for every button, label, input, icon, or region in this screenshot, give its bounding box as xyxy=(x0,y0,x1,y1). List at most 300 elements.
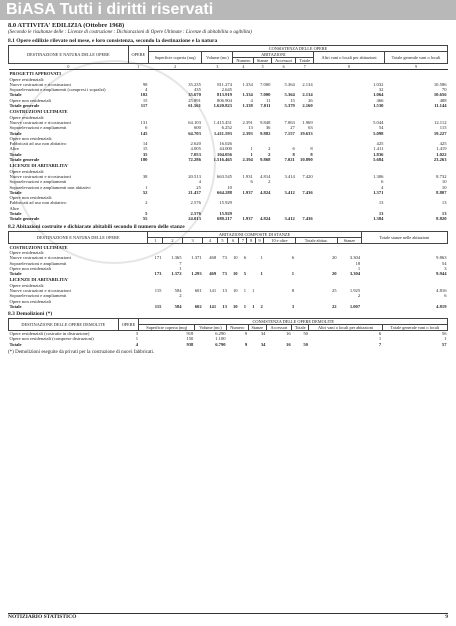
header-cell: 1 xyxy=(148,237,162,243)
cell xyxy=(254,70,272,77)
row-label: Opere non residenziali xyxy=(9,97,52,103)
column-number: 3 xyxy=(202,64,233,70)
cell: 4.005 xyxy=(190,146,201,152)
cell: 10 xyxy=(233,271,238,277)
cell: 24.013 xyxy=(188,216,201,222)
section-2-title: 8.2 Abitazioni costruite e dichiarate abitabili secondo il numero delle stanze xyxy=(8,223,185,230)
cell: 10 xyxy=(233,287,238,293)
cell: 13 xyxy=(378,200,384,206)
cell: 16 xyxy=(286,341,291,347)
cell: 1.620.823 xyxy=(213,103,232,109)
cell: 1 xyxy=(260,271,263,277)
cell: 36 xyxy=(265,125,271,131)
cell: 1.007 xyxy=(349,303,361,309)
header-cell: Totale xyxy=(292,325,309,331)
cell: 602 xyxy=(194,303,202,309)
cell: 104.056 xyxy=(217,151,232,157)
cell: 5.364 xyxy=(284,92,295,98)
cell: 13 xyxy=(248,125,253,131)
cell: 8.807 xyxy=(436,189,447,195)
cell: 2 xyxy=(268,151,271,157)
cell: 435 xyxy=(193,87,201,93)
row-label: PROGETTI APPROVATI xyxy=(9,71,62,77)
header-cell: DESTINAZIONE DELLE OPERE DEMOLITE xyxy=(9,319,119,331)
cell: 11.144 xyxy=(434,103,447,109)
cell: 1.411 xyxy=(373,146,384,152)
row-label: Opere non residenziali xyxy=(9,298,52,304)
cell: 11 xyxy=(266,97,271,103)
cell: 7.063 xyxy=(284,119,295,125)
group-header: ABITAZIONI COMPOSTE DI STANZE xyxy=(148,231,361,237)
row-label: Altre xyxy=(9,146,19,152)
row-label: Totale xyxy=(9,271,22,277)
cell: 8.820 xyxy=(436,216,447,222)
cell: 6 xyxy=(291,255,295,261)
row-label: Sopraelevazioni e ampliamenti xyxy=(9,293,67,299)
cell: 3.414 xyxy=(284,173,295,179)
cell: 50 xyxy=(303,341,308,347)
cell: 488 xyxy=(439,97,447,103)
cell: 9.863 xyxy=(436,255,447,261)
cell: 15.929 xyxy=(219,200,232,206)
cell: 1.415.451 xyxy=(213,119,232,125)
row-label: Altre xyxy=(9,205,19,211)
cell: 2.393 xyxy=(242,130,253,136)
cell: 1 xyxy=(250,146,253,152)
cell: 3.304 xyxy=(349,271,361,277)
cell: 1.371 xyxy=(191,255,202,261)
cell: 12.112 xyxy=(434,119,447,125)
cell xyxy=(247,243,255,250)
row-label: Totale xyxy=(9,341,22,347)
cell: 1.032 xyxy=(373,81,384,87)
cell: 3 xyxy=(135,331,138,337)
header-cell: OPERE xyxy=(128,46,148,64)
cell: 3.304 xyxy=(349,255,361,261)
page-footer xyxy=(8,613,448,620)
cell: 1.334 xyxy=(242,92,253,98)
cell: 811.274 xyxy=(217,81,232,87)
row-label: Opere non residenziali (comprese distruzioni) xyxy=(9,336,94,342)
cell: 1 xyxy=(252,303,255,309)
cell xyxy=(295,243,338,250)
cell: 1.022 xyxy=(436,151,447,157)
header-cell: Accessori xyxy=(271,58,295,64)
cell: 1.100 xyxy=(215,336,226,342)
header-cell: Accessori xyxy=(266,325,291,331)
row-label: Opere residenziali: xyxy=(9,114,45,120)
cell: 7 xyxy=(179,260,182,266)
cell: 2.134 xyxy=(302,81,313,87)
cell: 73 xyxy=(222,271,227,277)
cell: 20 xyxy=(332,255,337,261)
cell: 2 xyxy=(145,200,148,206)
cell: 1.064 xyxy=(373,92,384,98)
cell: 1.937 xyxy=(242,189,253,195)
cell: 5.044 xyxy=(373,119,384,125)
header-cell: DESTINAZIONE E NATURA DELLE OPERE xyxy=(9,46,129,64)
cell: 141 xyxy=(209,303,217,309)
cell: 8 xyxy=(310,151,313,157)
cell: 10.890 xyxy=(300,157,313,163)
cell: 425 xyxy=(376,141,384,147)
cell: 7.436 xyxy=(302,189,313,195)
cell: 600 xyxy=(193,125,201,131)
row-label: Totale xyxy=(9,303,22,309)
cell: 15.929 xyxy=(219,211,232,217)
group-header: CONSISTENZA DELLE OPERE xyxy=(148,46,447,52)
cell: 1.925 xyxy=(349,287,361,293)
cell: 7.053 xyxy=(190,151,201,157)
cell: 4.824 xyxy=(260,189,271,195)
cell: 173 xyxy=(154,271,162,277)
cell: 3 xyxy=(444,265,447,271)
cell: 117 xyxy=(140,103,148,109)
row-label: Sopraelevazioni e ampliamenti xyxy=(9,125,67,131)
cell: 18 xyxy=(355,260,361,266)
cell: 9.868 xyxy=(260,157,271,163)
cell: 54 xyxy=(441,260,447,266)
header-cell: Superficie coperta (mq) xyxy=(139,325,194,331)
cell: 918 xyxy=(186,331,194,337)
table-row xyxy=(9,216,448,221)
cell xyxy=(314,70,385,77)
cell: 72.286 xyxy=(188,157,201,163)
cell xyxy=(233,70,254,77)
table-works xyxy=(8,45,448,222)
cell: 9.882 xyxy=(260,130,271,136)
row-label: Sopraelevazioni e ampliamenti xyxy=(9,260,67,266)
cell: 9 xyxy=(244,341,248,347)
cell: 15 xyxy=(290,97,295,103)
cell: 25 xyxy=(196,184,201,190)
cell: 1 xyxy=(260,255,263,261)
row-label: COSTRUZIONI ULTIMATE xyxy=(9,244,68,250)
cell: 38 xyxy=(142,173,148,179)
header-cell: 4 xyxy=(203,237,217,243)
row-label: Totale xyxy=(9,189,22,195)
cell: 1 xyxy=(179,265,182,271)
column-number: 7 xyxy=(296,64,314,70)
cell xyxy=(228,243,239,250)
row-label: Totale xyxy=(9,92,22,98)
cell: 34 xyxy=(260,331,266,337)
cell: 6.790 xyxy=(215,341,226,347)
row-label: Totale generale xyxy=(9,216,40,222)
row-label: Opere residenziali: xyxy=(9,168,45,174)
cell: 34 xyxy=(260,341,266,347)
cell: 8 xyxy=(292,151,295,157)
cell: 4 xyxy=(250,97,253,103)
cell: 3 xyxy=(291,303,295,309)
cell: 150 xyxy=(186,336,194,342)
cell: 2.394 xyxy=(242,157,253,163)
cell: 64.703 xyxy=(188,130,201,136)
cell: 8.732 xyxy=(436,173,447,179)
cell: 1.338 xyxy=(242,103,253,109)
row-label: Sopraelevazioni e ampliamenti xyxy=(9,179,67,185)
cell: 115 xyxy=(154,303,162,309)
cell: 468 xyxy=(209,255,217,261)
cell: 5 xyxy=(243,271,246,277)
header-cell: Altri vani o locali per abitazioni xyxy=(309,325,382,331)
cell: 35.670 xyxy=(188,92,201,98)
cell: 1.969 xyxy=(302,119,313,125)
cell: 180 xyxy=(140,157,148,163)
cell: 4.816 xyxy=(436,287,447,293)
cell: 13 xyxy=(441,200,447,206)
cell xyxy=(183,243,203,250)
row-label: LICENZE DI ABITABILITA' xyxy=(9,163,69,169)
cell xyxy=(264,243,295,250)
cell: 3.412 xyxy=(284,216,295,222)
page-title: 8.0 ATTIVITA' EDILIZIA (Ottobre 1968) xyxy=(8,22,125,29)
group-header: CONSISTENZA DELLE OPERE DEMOLITE xyxy=(139,319,448,325)
cell: 13 xyxy=(441,211,447,217)
cell xyxy=(202,70,233,77)
cell: 9 xyxy=(244,331,248,337)
header-cell: Volume (mc) xyxy=(202,52,233,64)
watermark-banner: BiASA Tutti i diritti riservati xyxy=(0,0,456,20)
cell xyxy=(148,70,201,77)
row-label: Sopraelevazioni e ampliamenti (compresi i sopralzi) xyxy=(9,87,106,93)
cell: 2.391 xyxy=(242,119,253,125)
header-cell: Altri vani o locali per abitazioni xyxy=(314,52,385,64)
row-label: Opere residenziali (costruite in distruzione) xyxy=(9,331,90,337)
header-cell: DESTINAZIONE E NATURA DELLE OPERE xyxy=(9,231,148,243)
cell: 16 xyxy=(286,331,291,337)
cell: 6 xyxy=(292,146,295,152)
cell: 171 xyxy=(154,255,162,261)
row-label: Opere residenziali: xyxy=(9,76,45,82)
cell: 469 xyxy=(209,271,217,277)
cell: 1.372 xyxy=(171,271,182,277)
cell: 4 xyxy=(145,87,148,93)
cell: 5.098 xyxy=(373,130,384,136)
cell: 10 xyxy=(227,184,232,190)
row-label: Totale generale xyxy=(9,103,40,109)
cell: 35.235 xyxy=(188,81,201,87)
row-label: Totale generale xyxy=(9,157,40,163)
cell: 2.645 xyxy=(221,87,232,93)
cell: 21.437 xyxy=(188,189,201,195)
table-rooms xyxy=(8,231,448,310)
row-label: Fabbricati ad uso non abitativo xyxy=(9,141,67,147)
row-label: Totale xyxy=(9,211,22,217)
cell: 5.379 xyxy=(284,103,295,109)
row-label: Nuove costruzioni e ricostruzioni xyxy=(9,287,71,293)
cell xyxy=(338,243,362,250)
cell: 3.412 xyxy=(284,189,295,195)
header-cell: Stanze xyxy=(338,237,362,243)
cell: 115 xyxy=(439,125,447,131)
cell: 63 xyxy=(308,125,313,131)
cell: 2.576 xyxy=(190,211,201,217)
cell: 57 xyxy=(441,341,447,347)
header-cell: Stanze xyxy=(254,58,272,64)
cell: 9.944 xyxy=(436,271,447,277)
cell: 15 xyxy=(142,146,148,152)
cell: 2.576 xyxy=(190,200,201,206)
cell: 6 xyxy=(381,179,384,185)
row-label: Nuove costruzioni e ricostruzioni xyxy=(9,119,71,125)
header-cell: Totale xyxy=(296,58,314,64)
cell: 25.891 xyxy=(188,97,201,103)
cell: 2 xyxy=(268,179,271,185)
row-label: LICENZE DI ABITABILITA' xyxy=(9,277,69,283)
cell: 2.620 xyxy=(190,141,201,147)
header-cell: Volume (mc) xyxy=(194,325,226,331)
cell: 1 xyxy=(378,336,382,342)
header-cell: 8 xyxy=(247,237,255,243)
header-cell: Superficie coperta (mq) xyxy=(148,52,201,64)
page-subtitle: (Secondo le risultanze delle : Licenze di costruzione : Dichiarazioni di Opere Ultimate : Licenze di abitabilita o agibilita) xyxy=(8,30,252,35)
row-label: COSTRUZIONI ULTIMATE xyxy=(9,109,68,115)
cell xyxy=(361,243,447,250)
cell: 1.411.593 xyxy=(213,130,232,136)
cell: 98 xyxy=(142,81,148,87)
cell: 1 xyxy=(135,336,138,342)
header-cell: 3 xyxy=(183,237,203,243)
header-cell: Totale generale vani o locali xyxy=(384,52,447,64)
cell xyxy=(384,70,447,77)
table-row xyxy=(9,304,448,309)
cell: 1 xyxy=(243,287,246,293)
cell xyxy=(203,243,217,250)
cell: 584 xyxy=(174,287,182,293)
row-label: Totale xyxy=(9,130,22,136)
document-page xyxy=(8,22,448,356)
sub-header: ABITAZIONI xyxy=(233,52,314,58)
cell: 7.157 xyxy=(284,130,295,136)
cell xyxy=(239,243,247,250)
cell: 8 xyxy=(310,146,313,152)
header-cell: Numero xyxy=(227,325,249,331)
section-1-title: 8.1 Opere edilizie rilevate nel mese, e loro consistenza, secondo la destinazione e la natura xyxy=(8,38,218,44)
cell: 7.000 xyxy=(260,92,271,98)
cell: 663.545 xyxy=(217,173,232,179)
cell: 50 xyxy=(303,331,308,337)
column-number: 5 xyxy=(254,64,272,70)
cell: 8 xyxy=(291,287,295,293)
column-number: 2 xyxy=(148,64,201,70)
table-row xyxy=(9,243,448,250)
cell: 13 xyxy=(222,287,227,293)
column-number: 9 xyxy=(384,64,447,70)
cell: 61.561 xyxy=(188,103,201,109)
cell: 19.227 xyxy=(433,130,447,136)
cell: 25 xyxy=(332,287,337,293)
cell: 466 xyxy=(376,97,384,103)
cell: 4.824 xyxy=(260,216,271,222)
row-label: Sopraelevazioni e ampliamenti non abitativi xyxy=(9,184,91,190)
row-label: Totale xyxy=(9,151,22,157)
cell: 7.420 xyxy=(302,173,313,179)
cell: 44.000 xyxy=(219,146,232,152)
header-cell: Totale abitaz. xyxy=(295,237,338,243)
cell: 4 xyxy=(135,341,138,347)
cell: 806.904 xyxy=(217,97,232,103)
cell: 115 xyxy=(154,287,162,293)
table-demolitions xyxy=(8,318,448,347)
cell: 584 xyxy=(174,303,182,309)
cell: 1.937 xyxy=(242,216,253,222)
header-cell: Numero xyxy=(233,58,254,64)
header-cell: OPERE xyxy=(118,319,139,331)
cell: 10.656 xyxy=(433,92,447,98)
row-label: Opere non residenziali: xyxy=(9,135,53,141)
cell: 1.516.465 xyxy=(213,157,232,163)
cell: 6 xyxy=(444,293,447,299)
cell: 425 xyxy=(439,141,447,147)
cell: 7 xyxy=(378,341,382,347)
section-3-title: 8.3 Demolizioni (*) xyxy=(8,311,53,318)
header-cell: Stanze xyxy=(248,325,266,331)
page-number: 9 xyxy=(445,614,448,620)
cell xyxy=(296,70,314,77)
column-number: 0 xyxy=(9,64,129,70)
cell: 2 xyxy=(179,293,182,299)
cell: 1 xyxy=(357,265,361,271)
table-row xyxy=(9,70,448,77)
cell: 10 xyxy=(441,179,447,185)
cell: 10 xyxy=(233,303,238,309)
cell: 10 xyxy=(233,255,238,261)
cell: 22 xyxy=(332,303,337,309)
cell: 10.586 xyxy=(433,81,447,87)
cell xyxy=(217,243,228,250)
cell: 54 xyxy=(378,125,384,131)
cell: 1.530 xyxy=(373,103,384,109)
cell: 1.334 xyxy=(242,81,253,87)
cell xyxy=(271,70,295,77)
cell xyxy=(255,243,263,250)
cell: 2 xyxy=(357,293,361,299)
cell: 145 xyxy=(140,130,148,136)
cell: 6 xyxy=(243,255,246,261)
cell: 6 xyxy=(145,125,148,131)
cell: 4.814 xyxy=(260,173,271,179)
cell: 1 xyxy=(291,271,295,277)
cell: 5.684 xyxy=(373,157,384,163)
cell: 23.263 xyxy=(433,157,447,163)
header-cell: Totale stanze nelle abitazioni xyxy=(361,231,447,243)
cell: 7.011 xyxy=(260,103,271,109)
cell: 6 xyxy=(250,179,253,185)
cell: 20 xyxy=(332,271,337,277)
cell: 1.371 xyxy=(373,189,384,195)
cell: 4 xyxy=(381,184,384,190)
column-number: 1 xyxy=(128,64,148,70)
row-label: Nuove costruzioni e ricostruzioni xyxy=(9,173,71,179)
cell: 15 xyxy=(142,97,148,103)
cell: 5.364 xyxy=(284,81,295,87)
header-cell: 2 xyxy=(162,237,182,243)
header-cell: 7 xyxy=(239,237,247,243)
cell: 680.217 xyxy=(217,216,232,222)
cell: 1.365 xyxy=(171,255,182,261)
cell: 4 xyxy=(198,179,201,185)
cell xyxy=(162,243,182,250)
cell: 27 xyxy=(290,125,295,131)
cell: 2.134 xyxy=(302,92,313,98)
cell: 16.026 xyxy=(219,141,232,147)
cell: 2.160 xyxy=(302,103,313,109)
cell: 55 xyxy=(142,216,148,222)
cell: 2 xyxy=(260,303,263,309)
cell: 1.836 xyxy=(373,151,384,157)
column-number: 6 xyxy=(271,64,295,70)
